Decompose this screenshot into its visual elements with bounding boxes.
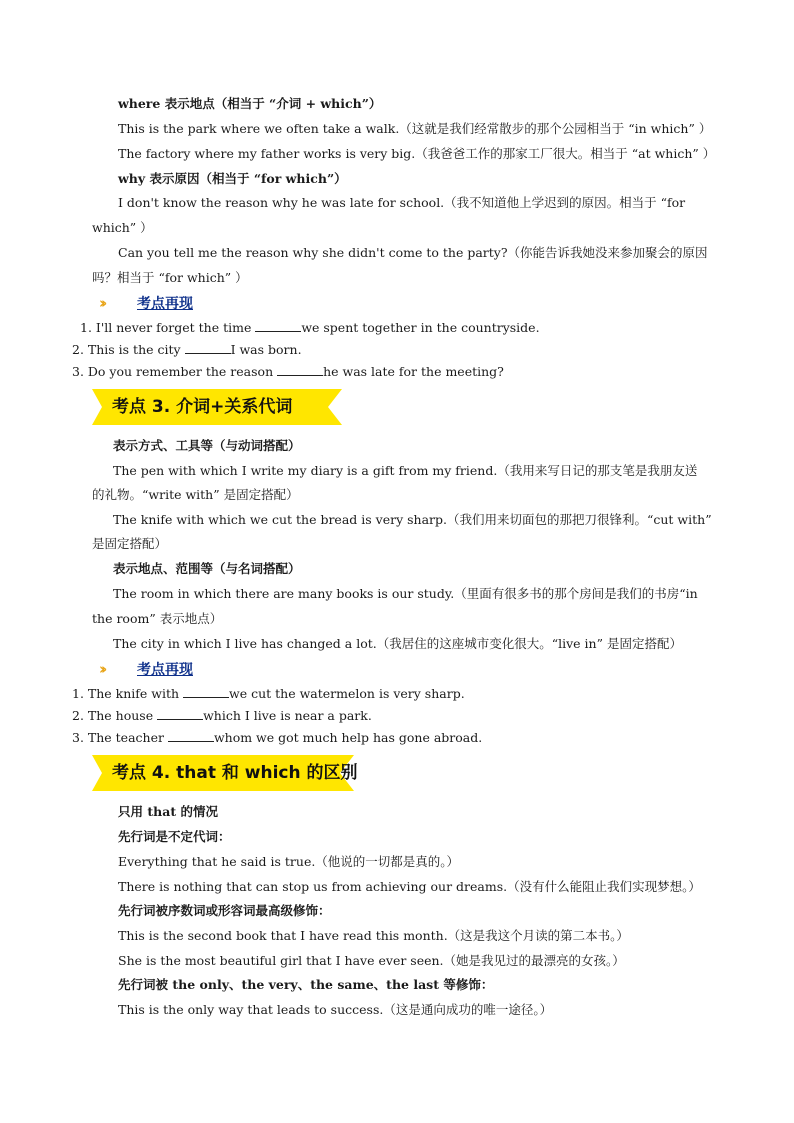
why-example-1b: which” ）	[92, 220, 153, 235]
q2-text-pre: 2. This is the city	[72, 342, 185, 357]
answer-blank[interactable]	[183, 685, 229, 698]
topic-4-example-3: This is the second book that I have read this month.（这是我这个月读的第二本书。）	[118, 928, 629, 943]
double-chevron-icon: ››	[99, 294, 104, 312]
topic-3-heading-1: 表示方式、工具等（与动词搭配）	[113, 438, 301, 453]
topic-3-example-1a: The pen with which I write my diary is a gift from my friend.（我用来写日记的那支笔是我朋友送	[113, 463, 698, 478]
topic-3-example-2a: The knife with which we cut the bread is very sharp.（我们用来切面包的那把刀很锋利。“cut with”	[113, 512, 712, 527]
topic-3-title: 考点 3. 介词+关系代词	[112, 397, 293, 417]
topic-3-heading-2: 表示地点、范围等（与名词搭配）	[113, 561, 301, 576]
q1-text-pre: 1. The knife with	[72, 686, 184, 701]
topic-3-example-3a: The room in which there are many books is our study.（里面有很多书的那个房间是我们的书房“in	[113, 586, 698, 601]
practice-1-q3	[72, 363, 504, 381]
q1-text-pre: 1. I'll never forget the time	[80, 320, 256, 335]
practice-2-label: 考点再现	[137, 662, 193, 678]
topic-3-example-3b: the room” 表示地点）	[92, 611, 223, 626]
double-chevron-icon: ››	[99, 660, 104, 678]
q3-text-pre: 3. The teacher	[72, 730, 168, 745]
practice-1-heading	[99, 293, 193, 313]
topic-4-banner	[92, 755, 358, 791]
q1-text-post: we cut the watermelon is very sharp.	[229, 686, 465, 701]
topic-4-heading-2: 先行词被序数词或形容词最高级修饰：	[118, 903, 331, 918]
why-heading: why 表示原因（相当于 “for which”）	[118, 171, 347, 186]
practice-1-q2	[72, 341, 302, 359]
topic-4-example-5: This is the only way that leads to success.（这是通向成功的唯一途径。）	[118, 1002, 553, 1017]
practice-2-heading	[99, 659, 193, 679]
where-example-1: This is the park where we often take a walk.（这就是我们经常散步的那个公园相当于 “in which” ）	[118, 121, 712, 136]
q2-text-pre: 2. The house	[72, 708, 158, 723]
topic-3-example-1b: 的礼物。“write with” 是固定搭配）	[92, 487, 299, 502]
topic-4-example-4: She is the most beautiful girl that I have ever seen.（她是我见过的最漂亮的女孩。）	[118, 953, 625, 968]
q3-text-pre: 3. Do you remember the reason	[72, 364, 278, 379]
topic-3-example-4: The city in which I live has changed a lot.（我居住的这座城市变化很大。“live in” 是固定搭配）	[113, 636, 682, 651]
topic-4-heading-0: 只用 that 的情况	[118, 804, 218, 819]
topic-4-example-1: Everything that he said is true.（他说的一切都是真的。）	[118, 854, 460, 869]
topic-3-banner	[92, 389, 342, 425]
answer-blank[interactable]	[157, 707, 203, 720]
topic-3-example-2b: 是固定搭配）	[92, 536, 168, 551]
answer-blank[interactable]	[277, 363, 323, 376]
where-example-2: The factory where my father works is very big.（我爸爸工作的那家工厂很大。相当于 “at which” ）	[118, 146, 716, 161]
topic-4-title: 考点 4. that 和 which 的区别	[112, 763, 358, 783]
q2-text-post: which I live is near a park.	[203, 708, 372, 723]
q3-text-post: he was late for the meeting?	[323, 364, 504, 379]
q3-text-post: whom we got much help has gone abroad.	[213, 730, 483, 745]
why-example-2b: 吗？相当于 “for which” ）	[92, 270, 248, 285]
topic-4-example-2: There is nothing that can stop us from achieving our dreams.（没有什么能阻止我们实现梦想。）	[118, 879, 701, 894]
practice-1-q1	[80, 319, 540, 337]
practice-2-q3	[72, 729, 482, 747]
why-example-2a: Can you tell me the reason why she didn't come to the party?（你能告诉我她没来参加聚会的原因	[118, 245, 708, 260]
answer-blank[interactable]	[255, 319, 301, 332]
why-example-1a: I don't know the reason why he was late for school.（我不知道他上学迟到的原因。相当于 “for	[118, 195, 686, 210]
q1-text-post: we spent together in the countryside.	[301, 320, 540, 335]
topic-4-heading-1: 先行词是不定代词：	[118, 829, 231, 844]
q2-text-post: I was born.	[230, 342, 302, 357]
answer-blank[interactable]	[185, 341, 231, 354]
answer-blank[interactable]	[168, 729, 214, 742]
where-heading: where 表示地点（相当于 “介词 + which”）	[118, 96, 382, 111]
practice-1-label: 考点再现	[137, 296, 193, 312]
practice-2-q2	[72, 707, 372, 725]
practice-2-q1	[72, 685, 465, 703]
topic-4-heading-3: 先行词被 the only、the very、the same、the last 等修饰：	[118, 977, 494, 992]
